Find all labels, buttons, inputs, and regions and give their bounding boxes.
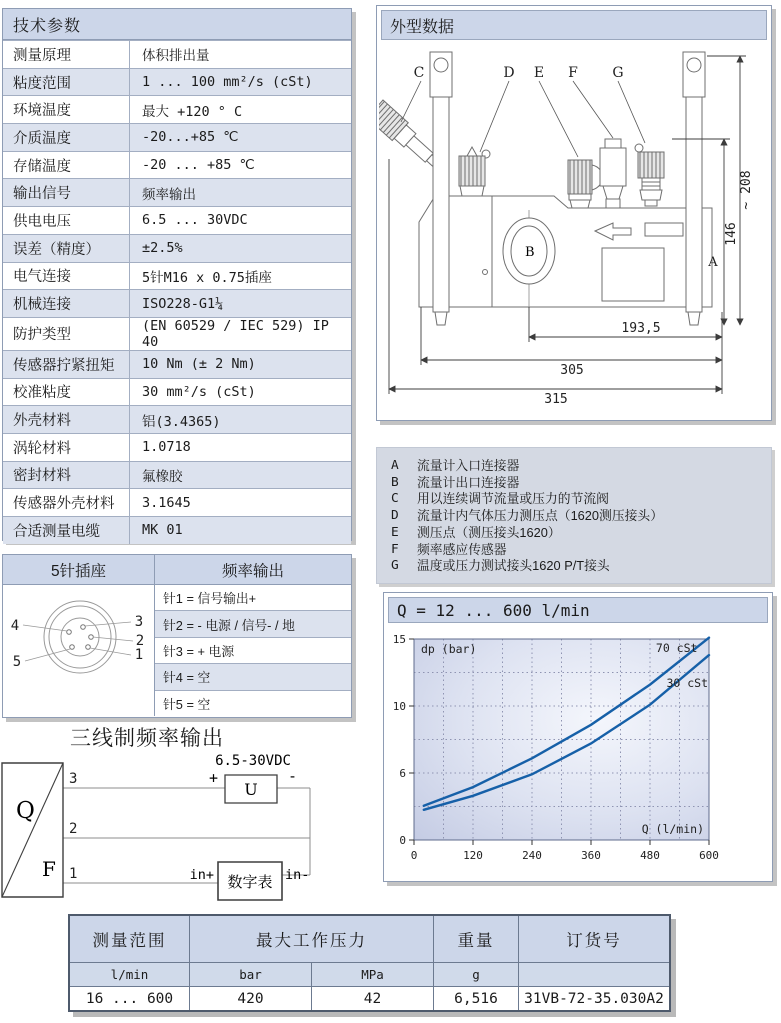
pin-number-4: 4 (10, 618, 20, 634)
pin-socket-body (3, 585, 351, 716)
spec-param-label: 粘度范围 (3, 68, 130, 96)
spec-param-label: 涡轮材料 (3, 433, 130, 461)
wire-2-label: 2 (69, 821, 78, 837)
sensor-f-label: F (42, 857, 56, 881)
supply-voltage-label: 6.5-30VDC (215, 753, 291, 769)
drawing-label-F: F (568, 65, 578, 81)
order-val-weight: 6,516 (434, 987, 519, 1012)
spec-param-value: 10 Nm (± 2 Nm) (130, 350, 352, 378)
spec-param-label: 电气连接 (3, 262, 130, 290)
spec-param-value: ISO228-G1¼ (130, 290, 352, 318)
threewire-title: 三线制频率输出 (70, 727, 224, 750)
dim-total-width: 315 (544, 392, 568, 407)
pin-socket-panel (2, 554, 352, 718)
dim-inner-height: 146 (724, 222, 739, 246)
spec-row (3, 290, 351, 318)
spec-param-label: 防护类型 (3, 317, 130, 350)
order-val-ordernum: 31VB-72-35.030A2 (519, 987, 671, 1012)
spec-row (3, 350, 351, 378)
legend-key: C (391, 491, 399, 507)
spec-row (3, 68, 351, 96)
pin-number-2: 2 (135, 633, 145, 649)
legend-key: D (391, 508, 399, 524)
gas-pressure-test-point (459, 147, 490, 196)
spec-param-label: 误差（精度） (3, 234, 130, 262)
meter-in-plus: in+ (189, 867, 214, 883)
drawing-label-D: D (503, 65, 515, 81)
legend-key: G (391, 558, 399, 574)
series-label-70cSt: 70 cSt (655, 640, 698, 655)
spec-param-value: 6.5 ... 30VDC (130, 207, 352, 235)
supply-plus-label: + (209, 769, 219, 787)
order-table-wrap (68, 914, 671, 1012)
supply-minus-label: - (288, 767, 298, 785)
spec-param-label: 环境温度 (3, 96, 130, 124)
spec-row (3, 96, 351, 124)
spec-param-value: 频率输出 (130, 179, 352, 207)
dp-q-chart-panel (383, 592, 773, 882)
y-tick-label: 0 (399, 834, 406, 847)
pin-socket-header (3, 555, 351, 585)
dim-total-height: ~ 208 (739, 170, 754, 210)
order-col-range: 测量范围 (69, 915, 190, 963)
series-label-30cSt: 30 cSt (666, 676, 709, 691)
spec-param-label: 机械连接 (3, 290, 130, 318)
spec-param-value: -20...+85 ℃ (130, 124, 352, 152)
spec-row (3, 433, 351, 461)
dimensions-panel (376, 5, 772, 421)
order-table (68, 914, 671, 1012)
x-tick-label: 120 (463, 849, 483, 862)
wire-1-label: 1 (69, 866, 78, 882)
x-tick-label: 360 (581, 849, 601, 862)
supply-u-label: U (244, 780, 258, 799)
threewire-circuit-diagram (0, 750, 320, 908)
order-unit-mpa: MPa (312, 963, 434, 987)
pressure-test-point (568, 160, 603, 208)
x-tick-label: 240 (522, 849, 542, 862)
spec-row (3, 489, 351, 517)
pin-assignment-list (155, 585, 351, 716)
spec-param-label: 传感器拧紧扭矩 (3, 350, 130, 378)
spec-param-value: 1 ... 100 mm²/s (cSt) (130, 68, 352, 96)
spec-param-value: ±2.5% (130, 234, 352, 262)
order-col-ordernum: 订货号 (519, 915, 671, 963)
y-tick-label: 15 (392, 633, 406, 646)
dimensions-title: 外型数据 (381, 10, 767, 40)
wire-3-label: 3 (69, 771, 78, 787)
y-tick-label: 6 (399, 767, 406, 780)
pin-socket-header-right: 频率输出 (221, 563, 284, 580)
pin-assignment-row: 针3 = + 电源 (155, 637, 351, 663)
order-val-mpa: 42 (312, 987, 434, 1012)
legend-key: F (391, 541, 399, 557)
pin-number-5: 5 (12, 654, 22, 670)
pin-socket-header-left: 5针插座 (3, 555, 155, 584)
spec-param-label: 合适测量电缆 (3, 517, 130, 544)
legend-key: E (391, 524, 399, 540)
y-axis-label: dp (bar) (421, 642, 477, 656)
order-col-weight: 重量 (434, 915, 519, 963)
spec-row (3, 124, 351, 152)
order-val-bar: 420 (190, 987, 312, 1012)
y-tick-label: 10 (392, 700, 406, 713)
dim-center-width: 193,5 (621, 321, 661, 336)
spec-param-label: 外壳材料 (3, 406, 130, 434)
legend-text: 温度或压力测试接头1620 P/T接头 (417, 558, 610, 574)
x-tick-label: 600 (699, 849, 719, 862)
chart-title: Q = 12 ... 600 l/min (388, 597, 768, 623)
order-unit-weight: g (434, 963, 519, 987)
tech-params-body (3, 41, 351, 544)
legend-key: A (391, 458, 399, 473)
order-unit-bar: bar (190, 963, 312, 987)
legend-item (391, 491, 771, 508)
spec-param-value: 体积排出量 (130, 41, 352, 69)
pin-number-3: 3 (134, 614, 144, 630)
meter-label: 数字表 (227, 874, 273, 891)
spec-param-value: 1.0718 (130, 433, 352, 461)
spec-row (3, 179, 351, 207)
legend-item (391, 475, 771, 492)
technical-drawing (379, 44, 768, 417)
legend-text: 流量计内气体压力测压点（1620测压接头） (417, 508, 664, 524)
spec-row (3, 262, 351, 290)
tech-params-panel (2, 8, 352, 541)
tech-params-table (3, 40, 351, 544)
meter-in-minus: in- (285, 867, 310, 883)
legend-item (391, 542, 771, 559)
legend-item (391, 508, 771, 525)
spec-param-value: 30 mm²/s (cSt) (130, 378, 352, 406)
drawing-label-G: G (612, 65, 624, 81)
spec-param-label: 密封材料 (3, 461, 130, 489)
pt-test-connector (635, 144, 664, 206)
legend-item (391, 558, 771, 575)
spec-param-label: 供电电压 (3, 207, 130, 235)
spec-row (3, 207, 351, 235)
connector-diagram (3, 585, 155, 716)
legend-text: 流量计出口连接器 (417, 474, 520, 490)
spec-param-label: 存储温度 (3, 151, 130, 179)
pin-assignment-row: 针5 = 空 (155, 690, 351, 716)
spec-row (3, 378, 351, 406)
x-tick-label: 0 (410, 849, 418, 862)
tech-params-title: 技术参数 (3, 9, 351, 40)
sensor-q-label: Q (16, 798, 35, 824)
legend-text: 测压点（测压接头1620） (417, 524, 561, 540)
pin-number-1: 1 (134, 647, 144, 663)
dp-q-chart (384, 627, 770, 875)
pin-assignment-row: 针2 = - 电源 / 信号- / 地 (155, 610, 351, 636)
legend-key: B (391, 474, 399, 490)
spec-param-label: 测量原理 (3, 41, 130, 69)
spec-param-value: (EN 60529 / IEC 529) IP 40 (130, 317, 352, 350)
connector-face-icon (3, 585, 153, 715)
spec-row (3, 41, 351, 69)
order-val-range: 16 ... 600 (69, 987, 190, 1012)
spec-param-label: 校准粘度 (3, 378, 130, 406)
order-col-pressure: 最大工作压力 (190, 915, 434, 963)
spec-param-value: 铝(3.4365) (130, 406, 352, 434)
drawing-label-C: C (413, 65, 425, 81)
spec-param-value: 最大 +120 ° C (130, 96, 352, 124)
spec-row (3, 461, 351, 489)
legend-text: 频率感应传感器 (417, 541, 507, 557)
spec-param-value: -20 ... +85 ℃ (130, 151, 352, 179)
pin-assignment-row: 针1 = 信号输出+ (163, 591, 257, 607)
x-axis-label: Q (l/min) (641, 822, 704, 836)
legend-text: 用以连续调节流量或压力的节流阀 (417, 491, 609, 507)
drawing-label-B: B (525, 245, 535, 260)
spec-row (3, 517, 351, 544)
spec-param-label: 介质温度 (3, 124, 130, 152)
spec-param-label: 传感器外壳材料 (3, 489, 130, 517)
legend-item (391, 525, 771, 542)
legend-item (391, 458, 771, 475)
legend-text: 流量计入口连接器 (417, 458, 520, 473)
spec-row (3, 317, 351, 350)
spec-param-value: 3.1645 (130, 489, 352, 517)
spec-param-label: 输出信号 (3, 179, 130, 207)
spec-param-value: 氟橡胶 (130, 461, 352, 489)
spec-row (3, 234, 351, 262)
spec-param-value: MK 01 (130, 517, 352, 544)
frequency-sensor (600, 139, 626, 208)
x-tick-label: 480 (640, 849, 660, 862)
spec-param-value: 5针M16 x 0.75插座 (130, 262, 352, 290)
order-unit-range: l/min (69, 963, 190, 987)
dim-body-width: 305 (560, 363, 584, 378)
pin-assignment-row: 针4 = 空 (155, 663, 351, 689)
drawing-label-A: A (708, 255, 718, 270)
parts-legend (376, 447, 772, 584)
order-unit-empty (519, 963, 671, 987)
spec-row (3, 406, 351, 434)
spec-row (3, 151, 351, 179)
drawing-label-E: E (533, 65, 545, 81)
